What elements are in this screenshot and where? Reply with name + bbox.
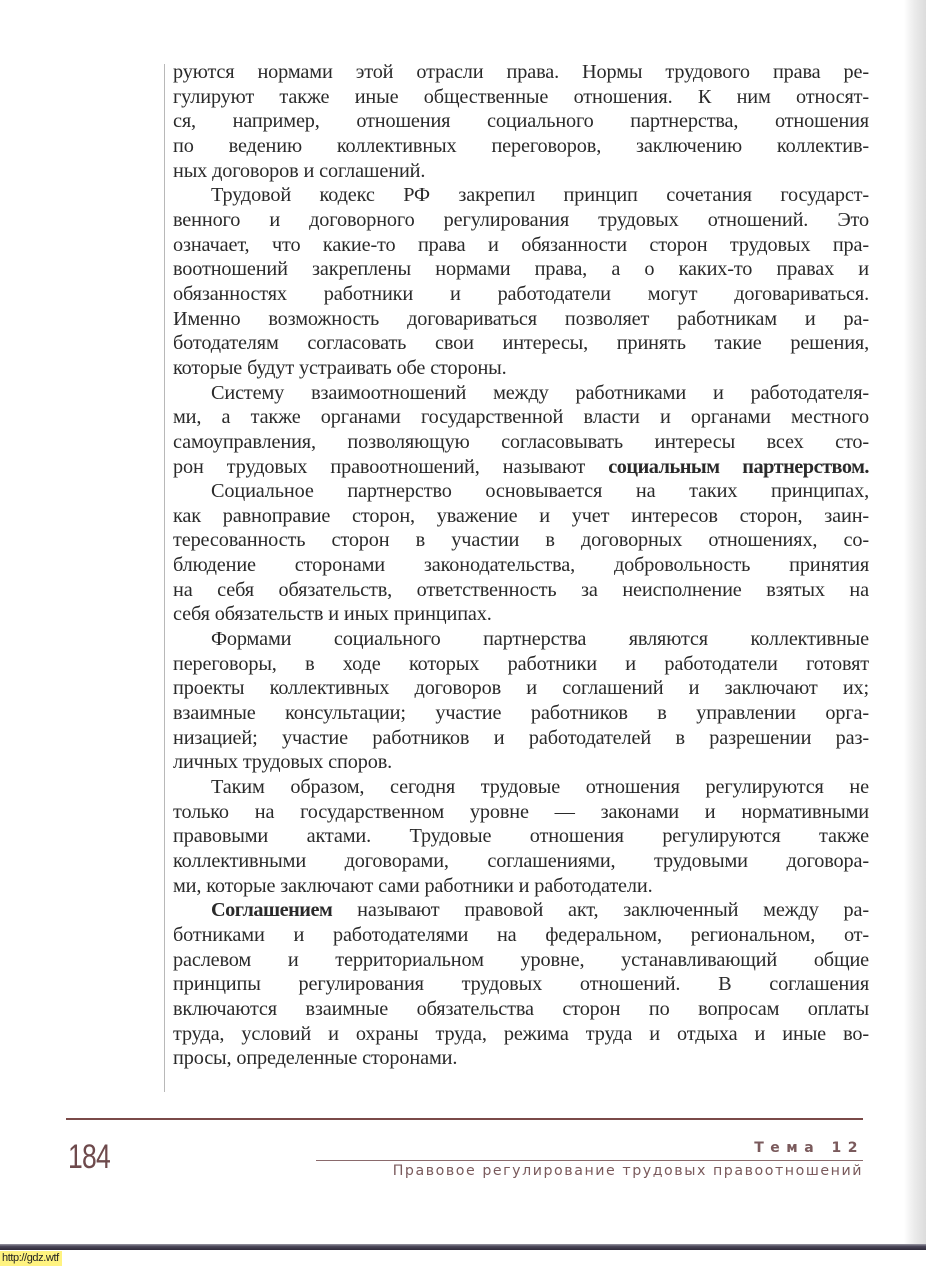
text-line: взаимные консультации; участие работников в управлении орга- xyxy=(173,702,869,725)
text-line: воотношений закреплены нормами права, а о каких-то правах и xyxy=(173,258,869,281)
text-line: как равноправие сторон, уважение и учет интересов сторон, заин- xyxy=(173,504,869,527)
term-agreement: Соглашением xyxy=(211,899,333,922)
paragraph xyxy=(173,627,869,775)
text-line: на себя обязательств, ответственность за неисполнение взятых на xyxy=(173,578,869,601)
text-line: ботодателям согласовать свои интересы, принять такие решения, xyxy=(173,332,869,355)
text-line: самоуправления, позволяющую согласовывать интересы всех сто- xyxy=(173,430,869,453)
text-line: по ведению коллективных переговоров, заключению коллектив- xyxy=(173,134,869,157)
chapter-subtitle: Правовое регулирование трудовых правоотношений xyxy=(392,1163,863,1179)
source-url-tag[interactable]: http://gdz.wtf xyxy=(0,1251,62,1266)
text-line: ми, которые заключают сами работники и работодатели. xyxy=(173,874,653,897)
text-line: низацией; участие работников и работодателей в разрешении раз- xyxy=(173,726,869,749)
text-line xyxy=(173,455,869,480)
text-line: труда, условий и охраны труда, режима труда и отдыха и иные во- xyxy=(173,1022,869,1045)
footer-divider xyxy=(66,1118,863,1120)
text-line: Систему взаимоотношений между работниками и работодателя- xyxy=(211,381,869,404)
scan-bottom-edge xyxy=(0,1244,926,1250)
paragraph xyxy=(173,898,869,1071)
paragraph xyxy=(173,381,869,480)
paragraph xyxy=(173,479,869,627)
topic-underline xyxy=(316,1160,863,1161)
text-line: Именно возможность договариваться позволяет работникам и ра- xyxy=(173,307,869,330)
text-line: Трудовой кодекс РФ закрепил принцип сочетания государст- xyxy=(211,184,869,207)
text-line: Таким образом, сегодня трудовые отношения регулируются не xyxy=(211,776,869,799)
term-social-partnership: социальным партнерством. xyxy=(608,455,869,478)
text-line: правовыми актами. Трудовые отношения регулируются также xyxy=(173,825,869,848)
text-line: переговоры, в ходе которых работники и работодатели готовят xyxy=(173,652,869,675)
text-line: просы, определенные сторонами. xyxy=(173,1047,458,1070)
text-line: венного и договорного регулирования трудовых отношений. Это xyxy=(173,208,869,231)
text-line: проекты коллективных договоров и соглашений и заключают их; xyxy=(173,677,869,700)
text-line xyxy=(173,898,869,923)
text-line: блюдение сторонами законодательства, добровольность принятия xyxy=(173,554,869,577)
text-run: рон трудовых правоотношений, называют xyxy=(173,455,609,478)
text-line: руются нормами этой отрасли права. Нормы трудового права ре- xyxy=(173,61,869,83)
text-line: личных трудовых споров. xyxy=(173,751,393,774)
text-line: ми, а также органами государственной власти и органами местного xyxy=(173,406,869,429)
text-line: которые будут устраивать обе стороны. xyxy=(173,356,507,379)
margin-rule xyxy=(164,64,165,1092)
text-line: Социальное партнерство основывается на таких принципах, xyxy=(211,480,869,503)
text-line: себя обязательств и иных принципах. xyxy=(173,603,492,626)
text-line: обязанностях работники и работодатели могут договариваться. xyxy=(173,282,869,305)
text-line: раслевом и территориальном уровне, устанавливающий общие xyxy=(173,948,869,971)
text-line: принципы регулирования трудовых отношений. В соглашения xyxy=(173,973,869,996)
text-line: ся, например, отношения социального партнерства, отношения xyxy=(173,110,869,133)
text-line: ных договоров и соглашений. xyxy=(173,159,426,182)
paragraph xyxy=(173,775,869,898)
text-line: включаются взаимные обязательства сторон по вопросам оплаты xyxy=(173,997,869,1020)
text-line: тересованность сторон в участии в договорных отношениях, со- xyxy=(173,529,869,552)
topic-label: Тема 12 xyxy=(754,1140,864,1156)
page-edge-shadow xyxy=(904,0,926,1248)
text-run: называют правовой акт, заключенный между ра- xyxy=(332,899,869,922)
text-line: гулируют также иные общественные отношения. К ним относят- xyxy=(173,85,869,108)
text-line: означает, что какие-то права и обязанности сторон трудовых пра- xyxy=(173,233,869,256)
text-line: коллективными договорами, соглашениями, трудовыми договора- xyxy=(173,850,869,872)
text-line: Формами социального партнерства являются коллективные xyxy=(211,628,869,651)
text-line: ботниками и работодателями на федеральном, региональном, от- xyxy=(173,923,869,946)
body-text xyxy=(173,60,869,1071)
text-line: только на государственном уровне — законами и нормативными xyxy=(173,800,869,823)
paragraph xyxy=(173,183,869,380)
paragraph xyxy=(173,60,869,183)
page-number: 184 xyxy=(68,1138,110,1176)
